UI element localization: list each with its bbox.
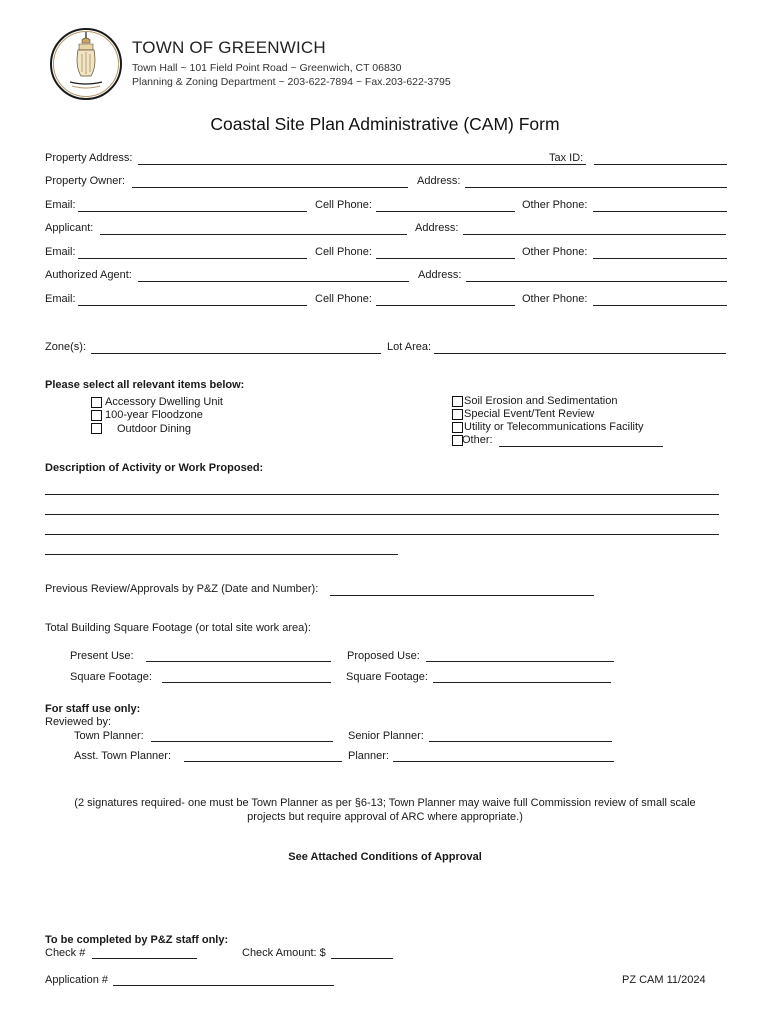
application-number-label: Application #	[45, 974, 108, 986]
present-use-label: Present Use:	[70, 650, 134, 662]
owner-cell-label: Cell Phone:	[315, 199, 372, 211]
owner-address-label: Address:	[417, 175, 461, 187]
applicant-field[interactable]	[100, 234, 407, 235]
form-title: Coastal Site Plan Administrative (CAM) Form	[210, 114, 560, 134]
description-line[interactable]	[45, 534, 719, 535]
description-line[interactable]	[45, 554, 398, 555]
asst-town-planner-label: Asst. Town Planner:	[74, 750, 172, 762]
agent-email-field[interactable]	[78, 305, 307, 306]
planner-label: Planner:	[348, 750, 389, 762]
senior-planner-label: Senior Planner:	[348, 730, 424, 742]
property-address-row	[45, 152, 727, 166]
department-contact: Planning & Zoning Department ~ 203-622-7894 ~ Fax.203-622-3795	[132, 76, 451, 88]
zones-label: Zone(s):	[45, 341, 86, 353]
agent-other-phone-field[interactable]	[593, 305, 727, 306]
senior-planner-signature[interactable]	[429, 741, 612, 742]
selection-heading: Please select all relevant items below:	[45, 379, 245, 391]
owner-other-phone-label: Other Phone:	[522, 199, 588, 211]
applicant-contact-row	[45, 246, 727, 260]
proposed-use-label: Proposed Use:	[347, 650, 420, 662]
accessory-dwelling-checkbox[interactable]	[91, 397, 102, 408]
town-seal-icon	[48, 26, 124, 102]
reviewed-by-label: Reviewed by:	[45, 716, 112, 728]
tax-id-field[interactable]	[594, 164, 727, 165]
applicant-address-label: Address:	[415, 222, 459, 234]
proposed-use-field[interactable]	[426, 661, 614, 662]
agent-cell-label: Cell Phone:	[315, 293, 372, 305]
soil-erosion-label: Soil Erosion and Sedimentation	[464, 395, 618, 407]
asst-town-planner-signature[interactable]	[184, 761, 342, 762]
accessory-dwelling-label: Accessory Dwelling Unit	[105, 396, 223, 408]
town-hall-address: Town Hall ~ 101 Field Point Road ~ Greenwich, CT 06830	[132, 62, 402, 74]
town-name: TOWN OF GREENWICH	[132, 38, 326, 57]
town-planner-signature[interactable]	[151, 741, 333, 742]
owner-email-field[interactable]	[78, 211, 307, 212]
agent-other-phone-label: Other Phone:	[522, 293, 588, 305]
lot-area-label: Lot Area:	[387, 341, 432, 353]
signature-note-continued: projects but require approval of ARC where appropriate.)	[247, 811, 523, 823]
property-address-field[interactable]	[138, 164, 586, 165]
agent-address-field[interactable]	[466, 281, 727, 282]
description-heading: Description of Activity or Work Proposed:	[45, 462, 264, 474]
conditions-of-approval: See Attached Conditions of Approval	[288, 851, 482, 863]
other-label: Other:	[462, 434, 493, 446]
check-amount-label: Check Amount: $	[242, 947, 326, 959]
staff-use-heading: For staff use only:	[45, 703, 141, 715]
zone-row	[45, 341, 727, 355]
signature-note: (2 signatures required- one must be Town Planner as per §6-13; Town Planner may waive full Commission review of small scale	[74, 797, 696, 809]
previous-review-label: Previous Review/Approvals by P&Z (Date and Number):	[45, 583, 319, 595]
owner-cell-field[interactable]	[376, 211, 515, 212]
applicant-cell-field[interactable]	[376, 258, 515, 259]
applicant-label: Applicant:	[45, 222, 94, 234]
applicant-cell-label: Cell Phone:	[315, 246, 372, 258]
present-square-footage-label: Square Footage:	[70, 671, 152, 683]
property-address-label: Property Address:	[45, 152, 133, 164]
town-planner-label: Town Planner:	[74, 730, 144, 742]
utility-telecom-label: Utility or Telecommunications Facility	[464, 421, 644, 433]
agent-field[interactable]	[138, 281, 409, 282]
application-number-field[interactable]	[113, 985, 334, 986]
agent-contact-row	[45, 293, 727, 307]
lot-area-field[interactable]	[434, 353, 726, 354]
other-field[interactable]	[499, 446, 663, 447]
check-amount-field[interactable]	[331, 958, 393, 959]
planner-signature[interactable]	[393, 761, 614, 762]
agent-label: Authorized Agent:	[45, 269, 132, 281]
property-owner-field[interactable]	[132, 187, 408, 188]
owner-contact-row	[45, 199, 727, 213]
tax-id-label: Tax ID:	[549, 152, 584, 164]
agent-email-label: Email:	[45, 293, 76, 305]
check-number-label: Check #	[45, 947, 86, 959]
pz-staff-heading: To be completed by P&Z staff only:	[45, 934, 229, 946]
property-owner-row	[45, 175, 727, 189]
description-line[interactable]	[45, 494, 719, 495]
owner-email-label: Email:	[45, 199, 76, 211]
agent-cell-field[interactable]	[376, 305, 515, 306]
agent-address-label: Address:	[418, 269, 462, 281]
floodzone-checkbox[interactable]	[91, 410, 102, 421]
floodzone-label: 100-year Floodzone	[105, 409, 203, 421]
applicant-address-field[interactable]	[463, 234, 726, 235]
outdoor-dining-label: Outdoor Dining	[117, 423, 191, 435]
applicant-email-label: Email:	[45, 246, 76, 258]
applicant-other-phone-field[interactable]	[593, 258, 727, 259]
check-number-field[interactable]	[92, 958, 197, 959]
zones-field[interactable]	[91, 353, 381, 354]
square-footage-heading: Total Building Square Footage (or total site work area):	[45, 622, 311, 634]
description-line[interactable]	[45, 514, 719, 515]
present-use-field[interactable]	[146, 661, 331, 662]
applicant-email-field[interactable]	[78, 258, 307, 259]
agent-row	[45, 269, 727, 283]
applicant-other-phone-label: Other Phone:	[522, 246, 588, 258]
outdoor-dining-checkbox[interactable]	[91, 423, 102, 434]
proposed-square-footage-field[interactable]	[433, 682, 611, 683]
soil-erosion-checkbox[interactable]	[452, 396, 463, 407]
owner-address-field[interactable]	[465, 187, 727, 188]
present-square-footage-field[interactable]	[162, 682, 331, 683]
special-event-checkbox[interactable]	[452, 409, 463, 420]
property-owner-label: Property Owner:	[45, 175, 126, 187]
owner-other-phone-field[interactable]	[593, 211, 727, 212]
proposed-square-footage-label: Square Footage:	[346, 671, 428, 683]
applicant-row	[45, 222, 727, 236]
previous-review-field[interactable]	[330, 595, 594, 596]
utility-telecom-checkbox[interactable]	[452, 422, 463, 433]
special-event-label: Special Event/Tent Review	[464, 408, 595, 420]
form-code: PZ CAM 11/2024	[622, 974, 706, 986]
